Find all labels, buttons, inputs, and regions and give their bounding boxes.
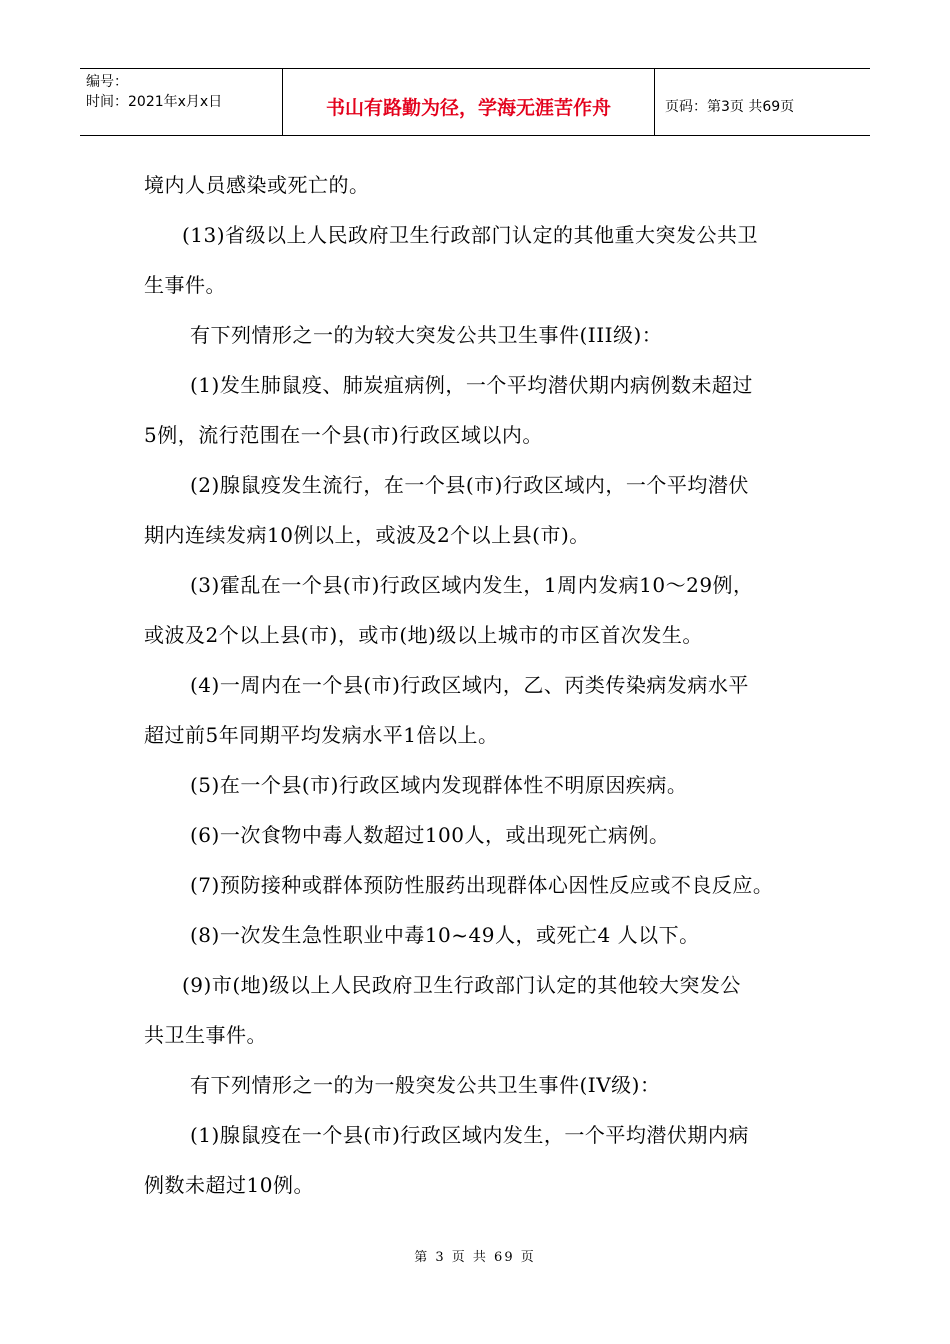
paragraph-line: 境内人员感染或死亡的。 bbox=[144, 173, 370, 197]
paragraph-line: (3)霍乱在一个县(市)行政区域内发生，1周内发病10～29例， bbox=[190, 573, 754, 597]
paragraph-line: (9)市(地)级以上人民政府卫生行政部门认定的其他较大突发公 bbox=[182, 973, 741, 997]
paragraph-line: 或波及2个以上县(市)，或市(地)级以上城市的市区首次发生。 bbox=[144, 623, 703, 647]
header-time-label: 时间：2021年x月x日 bbox=[86, 94, 223, 110]
paragraph-line: (2)腺鼠疫发生流行，在一个县(市)行政区域内，一个平均潜伏 bbox=[190, 473, 749, 497]
header-page-info: 页码：第3页 共69页 bbox=[665, 99, 795, 115]
paragraph-line: 有下列情形之一的为较大突发公共卫生事件(III级)： bbox=[190, 323, 663, 347]
document-header bbox=[80, 68, 870, 136]
paragraph-line: 期内连续发病10例以上，或波及2个以上县(市)。 bbox=[144, 523, 590, 547]
document-body bbox=[144, 160, 820, 1210]
header-motto: 书山有路勤为径，学海无涯苦作舟 bbox=[283, 69, 655, 135]
paragraph-line: (1)发生肺鼠疫、肺炭疽病例，一个平均潜伏期内病例数未超过 bbox=[190, 373, 753, 397]
page-footer: 第 3 页 共 69 页 bbox=[414, 1250, 536, 1265]
paragraph-line: (8)一次发生急性职业中毒10~49人，或死亡4 人以下。 bbox=[190, 923, 700, 947]
paragraph-line: 例数未超过10例。 bbox=[144, 1173, 314, 1197]
paragraph-line: (6)一次食物中毒人数超过100人，或出现死亡病例。 bbox=[190, 823, 670, 847]
paragraph-line: (13)省级以上人民政府卫生行政部门认定的其他重大突发公共卫 bbox=[182, 223, 759, 247]
paragraph-line: 生事件。 bbox=[144, 273, 226, 297]
paragraph-line: 共卫生事件。 bbox=[144, 1023, 267, 1047]
paragraph-line: (1)腺鼠疫在一个县(市)行政区域内发生，一个平均潜伏期内病 bbox=[190, 1123, 749, 1147]
paragraph-line: 5例，流行范围在一个县(市)行政区域以内。 bbox=[144, 423, 543, 447]
paragraph-line: 超过前5年同期平均发病水平1倍以上。 bbox=[144, 723, 499, 747]
header-meta-cell bbox=[80, 69, 283, 135]
paragraph-line: (5)在一个县(市)行政区域内发现群体性不明原因疾病。 bbox=[190, 773, 688, 797]
paragraph-line: 有下列情形之一的为一般突发公共卫生事件(IV级)： bbox=[190, 1073, 661, 1097]
paragraph-line: (4)一周内在一个县(市)行政区域内，乙、丙类传染病发病水平 bbox=[190, 673, 749, 697]
header-number-label: 编号： bbox=[86, 74, 128, 90]
paragraph-line: (7)预防接种或群体预防性服药出现群体心因性反应或不良反应。 bbox=[190, 873, 774, 897]
